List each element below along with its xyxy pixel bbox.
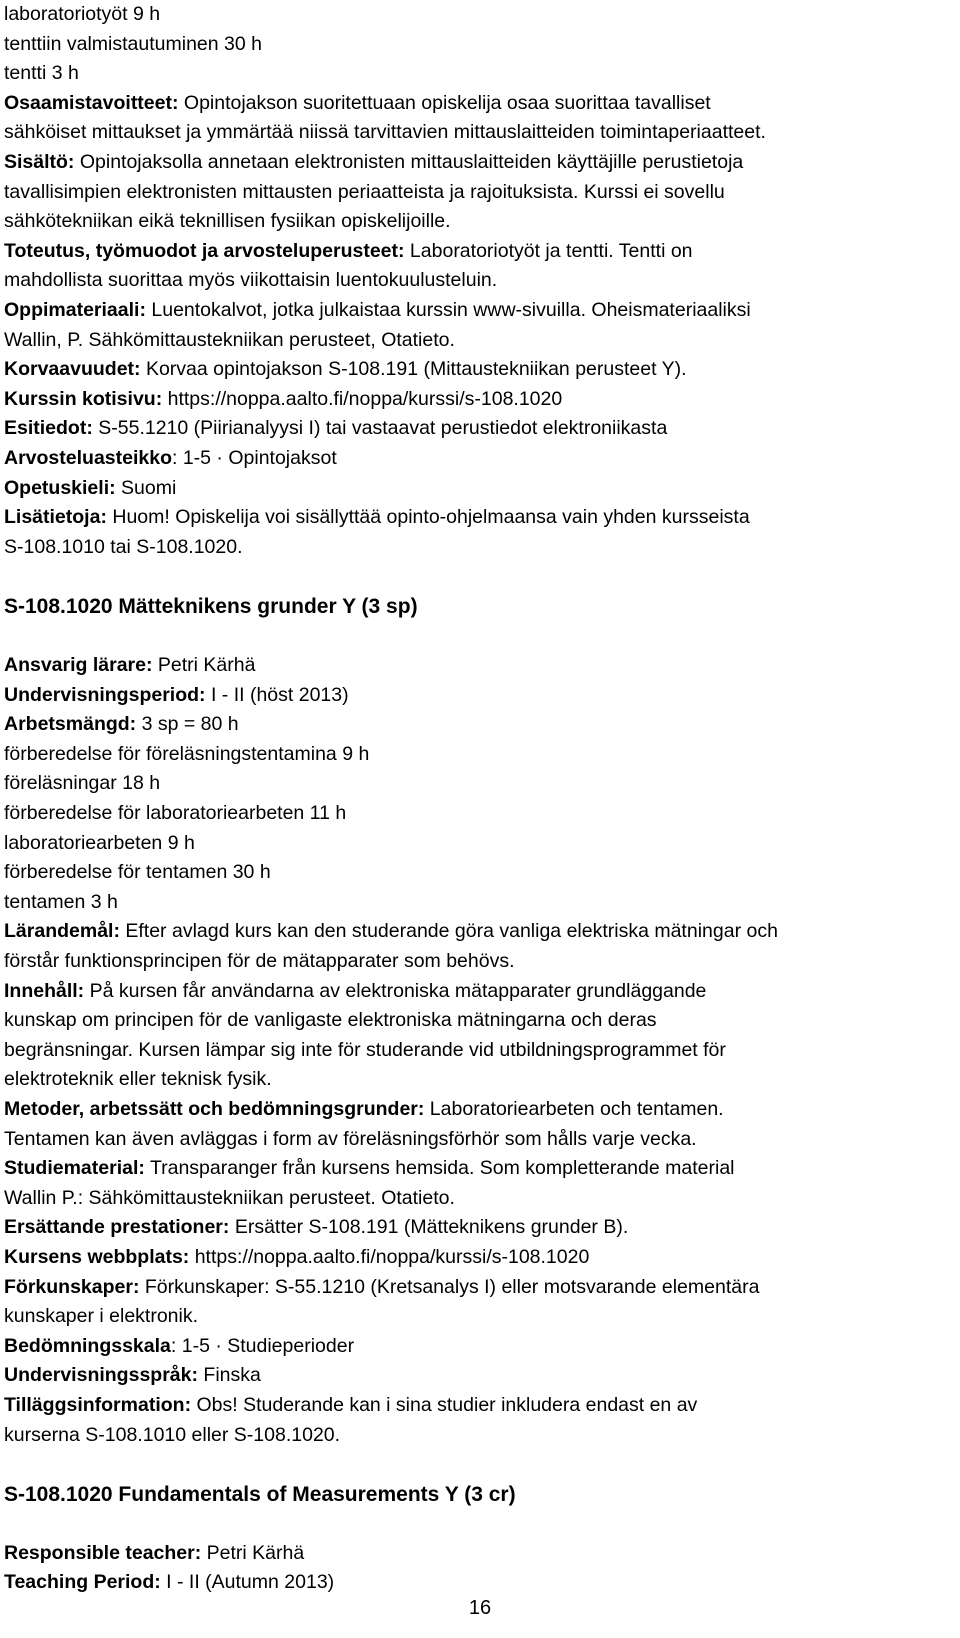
field-value: Transparanger från kursens hemsida. Som kompletterande material <box>144 1157 735 1180</box>
field-label: Oppimateriaali: <box>4 298 146 321</box>
en-period <box>4 1568 956 1598</box>
field-value-cont: S-108.1010 tai S-108.1020. <box>4 535 243 558</box>
fi-content <box>4 148 956 178</box>
sv-goals <box>4 917 956 947</box>
field-value: Ersätter S-108.191 (Mätteknikens grunder B). <box>229 1216 629 1239</box>
field-label: Studiematerial: <box>4 1157 145 1180</box>
field-value-cont: kunskap om principen för de vanligaste elektroniska mätningarna och deras <box>4 1009 657 1032</box>
field-label: Lisätietoja: <box>4 506 107 529</box>
workload-line: förberedelse för laboratoriearbeten 11 h <box>4 802 347 825</box>
field-value: I - II (Autumn 2013) <box>160 1571 335 1594</box>
field-value: Opintojaksolla annetaan elektronisten mittauslaitteiden käyttäjille perustietoja <box>74 150 744 173</box>
sv-prerequisites <box>4 1273 956 1303</box>
course-title-en: S-108.1020 Fundamentals of Measurements Y (3 cr) <box>4 1482 516 1506</box>
sv-content <box>4 977 956 1007</box>
field-value-cont: sähkötekniikan eikä teknillisen fysiikan opiskelijoille. <box>4 210 451 233</box>
field-value: Huom! Opiskelija voi sisällyttää opinto-ohjelmaansa vain yhden kursseista <box>106 506 750 529</box>
field-value-cont: mahdollista suorittaa myös viikottaisin luentokuulusteluin. <box>4 269 498 292</box>
section-gap <box>4 1450 956 1480</box>
fi-methods <box>4 237 956 267</box>
fi-info <box>4 503 956 533</box>
field-value: Förkunskaper: S-55.1210 (Kretsanalys I) eller motsvarande elementära <box>139 1275 760 1298</box>
sv-methods <box>4 1095 956 1125</box>
page-number: 16 <box>468 1597 492 1619</box>
field-value: Laboratoriotyöt ja tentti. Tentti on <box>404 239 693 262</box>
field-value: : 1-5 · Studieperioder <box>170 1334 355 1357</box>
field-value-cont: tavallisimpien elektronisten mittausten periaatteista ja rajoituksista. Kurssi ei sovellu <box>4 180 725 203</box>
field-value-cont: kunskaper i elektronik. <box>4 1305 199 1328</box>
field-label: Arbetsmängd: <box>4 713 137 736</box>
field-label: Metoder, arbetssätt och bedömningsgrunder: <box>4 1097 425 1120</box>
sv-course-site <box>4 1243 956 1273</box>
sv-grading <box>4 1332 956 1362</box>
workload-line: laboratoriotyöt 9 h <box>4 3 161 25</box>
field-label: Responsible teacher: <box>4 1541 202 1564</box>
field-label: Lärandemål: <box>4 920 120 943</box>
fi-goals <box>4 89 956 119</box>
field-value-cont: begränsningar. Kursen lämpar sig inte för studerande vid utbildningsprogrammet för <box>4 1038 726 1061</box>
sv-info <box>4 1391 956 1421</box>
fi-material <box>4 296 956 326</box>
field-value: 3 sp = 80 h <box>136 713 239 736</box>
field-value: Finska <box>197 1364 261 1387</box>
sv-teacher <box>4 651 956 681</box>
field-label: Tilläggsinformation: <box>4 1393 192 1416</box>
field-value-cont: elektroteknik eller teknisk fysik. <box>4 1068 272 1091</box>
field-value-cont: förstår funktionsprincipen för de mätapparater som behövs. <box>4 950 515 972</box>
field-label: Kurssin kotisivu: <box>4 387 163 410</box>
sv-substitutes <box>4 1213 956 1243</box>
en-teacher <box>4 1539 956 1569</box>
fi-course-site <box>4 385 956 415</box>
field-value: Korvaa opintojakson S-108.191 (Mittaustekniikan perusteet Y). <box>140 358 687 381</box>
field-value: Petri Kärhä <box>201 1541 305 1564</box>
field-label: Sisältö: <box>4 150 75 173</box>
course-url: https://noppa.aalto.fi/noppa/kurssi/s-108.1020 <box>189 1245 590 1268</box>
workload-line: föreläsningar 18 h <box>4 772 161 795</box>
fi-grading <box>4 444 956 474</box>
sv-material <box>4 1154 956 1184</box>
workload-line: förberedelse för tentamen 30 h <box>4 861 271 884</box>
field-value: Luentokalvot, jotka julkaistaa kurssin www-sivuilla. Oheismateriaaliksi <box>145 298 751 321</box>
field-value: Suomi <box>115 476 177 499</box>
field-label: Arvosteluasteikko <box>4 446 172 469</box>
field-value: S-55.1210 (Piirianalyysi I) tai vastaavat perustiedot elektroniikasta <box>92 417 668 440</box>
field-value: På kursen får användarna av elektroniska mätapparater grundläggande <box>84 979 707 1002</box>
field-label: Opetuskieli: <box>4 476 116 499</box>
field-value-cont: Wallin, P. Sähkömittaustekniikan perusteet, Otatieto. <box>4 328 455 351</box>
workload-line: tentti 3 h <box>4 62 79 85</box>
field-value: Efter avlagd kurs kan den studerande göra vanliga elektriska mätningar och <box>119 920 778 943</box>
field-label: Ersättande prestationer: <box>4 1216 230 1239</box>
field-label: Teaching Period: <box>4 1571 161 1594</box>
document-body <box>4 0 956 1598</box>
field-value: Petri Kärhä <box>152 654 256 677</box>
section-gap <box>4 621 956 651</box>
field-value: Obs! Studerande kan i sina studier inkludera endast en av <box>191 1393 698 1416</box>
fi-language <box>4 474 956 504</box>
workload-line: laboratoriearbeten 9 h <box>4 831 195 854</box>
field-label: Innehåll: <box>4 979 85 1002</box>
workload-line: tentamen 3 h <box>4 890 118 913</box>
sv-workload <box>4 710 956 740</box>
field-label: Kursens webbplats: <box>4 1245 190 1268</box>
sv-period <box>4 681 956 711</box>
sv-language <box>4 1361 956 1391</box>
workload-line: förberedelse för föreläsningstentamina 9 h <box>4 742 370 765</box>
field-value: I - II (höst 2013) <box>205 683 349 706</box>
field-label: Toteutus, työmuodot ja arvosteluperusteet: <box>4 239 405 262</box>
fi-substitutes <box>4 355 956 385</box>
section-gap <box>4 562 956 592</box>
field-label: Undervisningsperiod: <box>4 683 206 706</box>
field-label: Korvaavuudet: <box>4 358 141 381</box>
course-title-sv: S-108.1020 Mätteknikens grunder Y (3 sp) <box>4 594 418 618</box>
field-label: Osaamistavoitteet: <box>4 91 179 114</box>
field-value-cont: kurserna S-108.1010 eller S-108.1020. <box>4 1423 341 1446</box>
course-url: https://noppa.aalto.fi/noppa/kurssi/s-108.1020 <box>162 387 563 410</box>
field-value: Laboratoriearbeten och tentamen. <box>424 1097 724 1120</box>
field-label: Förkunskaper: <box>4 1275 140 1298</box>
field-value-cont: sähköiset mittaukset ja ymmärtää niissä tarvittavien mittauslaitteiden toimintaperiaatteet. <box>4 121 766 144</box>
field-label: Undervisningsspråk: <box>4 1364 198 1387</box>
field-label: Ansvarig lärare: <box>4 654 153 677</box>
field-label: Bedömningsskala <box>4 1334 171 1357</box>
field-value: Opintojakson suoritettuaan opiskelija osaa suorittaa tavalliset <box>178 91 711 114</box>
field-value-cont: Tentamen kan även avläggas i form av föreläsningsförhör som hålls varje vecka. <box>4 1127 697 1150</box>
section-gap <box>4 1509 956 1539</box>
field-label: Esitiedot: <box>4 417 93 440</box>
fi-prerequisites <box>4 414 956 444</box>
field-value: : 1-5 · Opintojaksot <box>172 446 337 469</box>
workload-line: tenttiin valmistautuminen 30 h <box>4 32 262 55</box>
field-value-cont: Wallin P.: Sähkömittaustekniikan perusteet. Otatieto. <box>4 1186 455 1209</box>
